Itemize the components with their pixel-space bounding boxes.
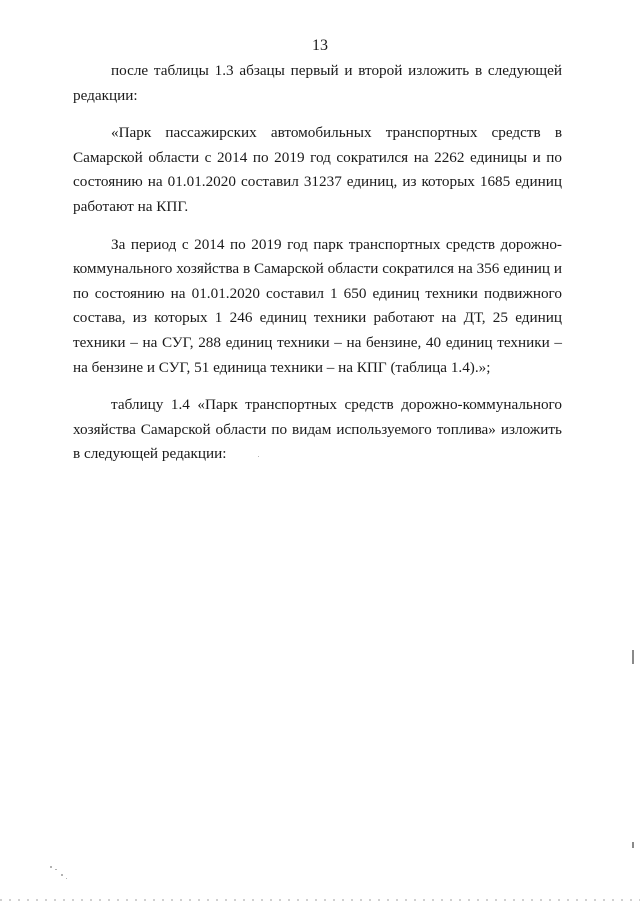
scan-speck: [55, 869, 57, 870]
document-body: [73, 59, 562, 479]
paragraph-passenger-fleet: «Парк пассажирских автомобильных транспортных средств в Самарской области с 2014 по 2019 год сократился на 2262 единицы и по состоянию на 01.01.2020 составил 31237 единиц, из которых 1685 единиц работают на КПГ.: [73, 124, 562, 215]
paragraph-table-amendment: таблицу 1.4 «Парк транспортных средств дорожно-коммунального хозяйства Самарской области по видам используемого топлива» изложить в следующей редакции:: [73, 396, 562, 463]
page-number: 13: [312, 37, 328, 54]
paragraph-road-municipal-fleet: За период с 2014 по 2019 год парк транспортных средств дорожно-коммунального хозяйства в Самарской области сократился на 356 единиц и по состоянию на 01.01.2020 составил 1 650 единиц техники подвижного состава, из которых 1 246 единиц техники работают на ДТ, 25 единиц техники – на СУГ, 288 единиц техники – на бензине, 40 единиц техники – на бензине и СУГ, 51 единица техники – на КПГ (таблица 1.4).»;: [73, 235, 562, 376]
scan-speck: [66, 878, 67, 879]
scan-bottom-noise: [0, 899, 640, 901]
scan-speck: [50, 866, 52, 868]
paragraph-amendment-intro: после таблицы 1.3 абзацы первый и второй изложить в следующей редакции:: [73, 62, 562, 104]
scan-speck: [61, 874, 63, 876]
scan-edge-mark: [632, 842, 634, 848]
scan-speck: [258, 456, 259, 457]
scan-edge-mark: [632, 650, 634, 664]
